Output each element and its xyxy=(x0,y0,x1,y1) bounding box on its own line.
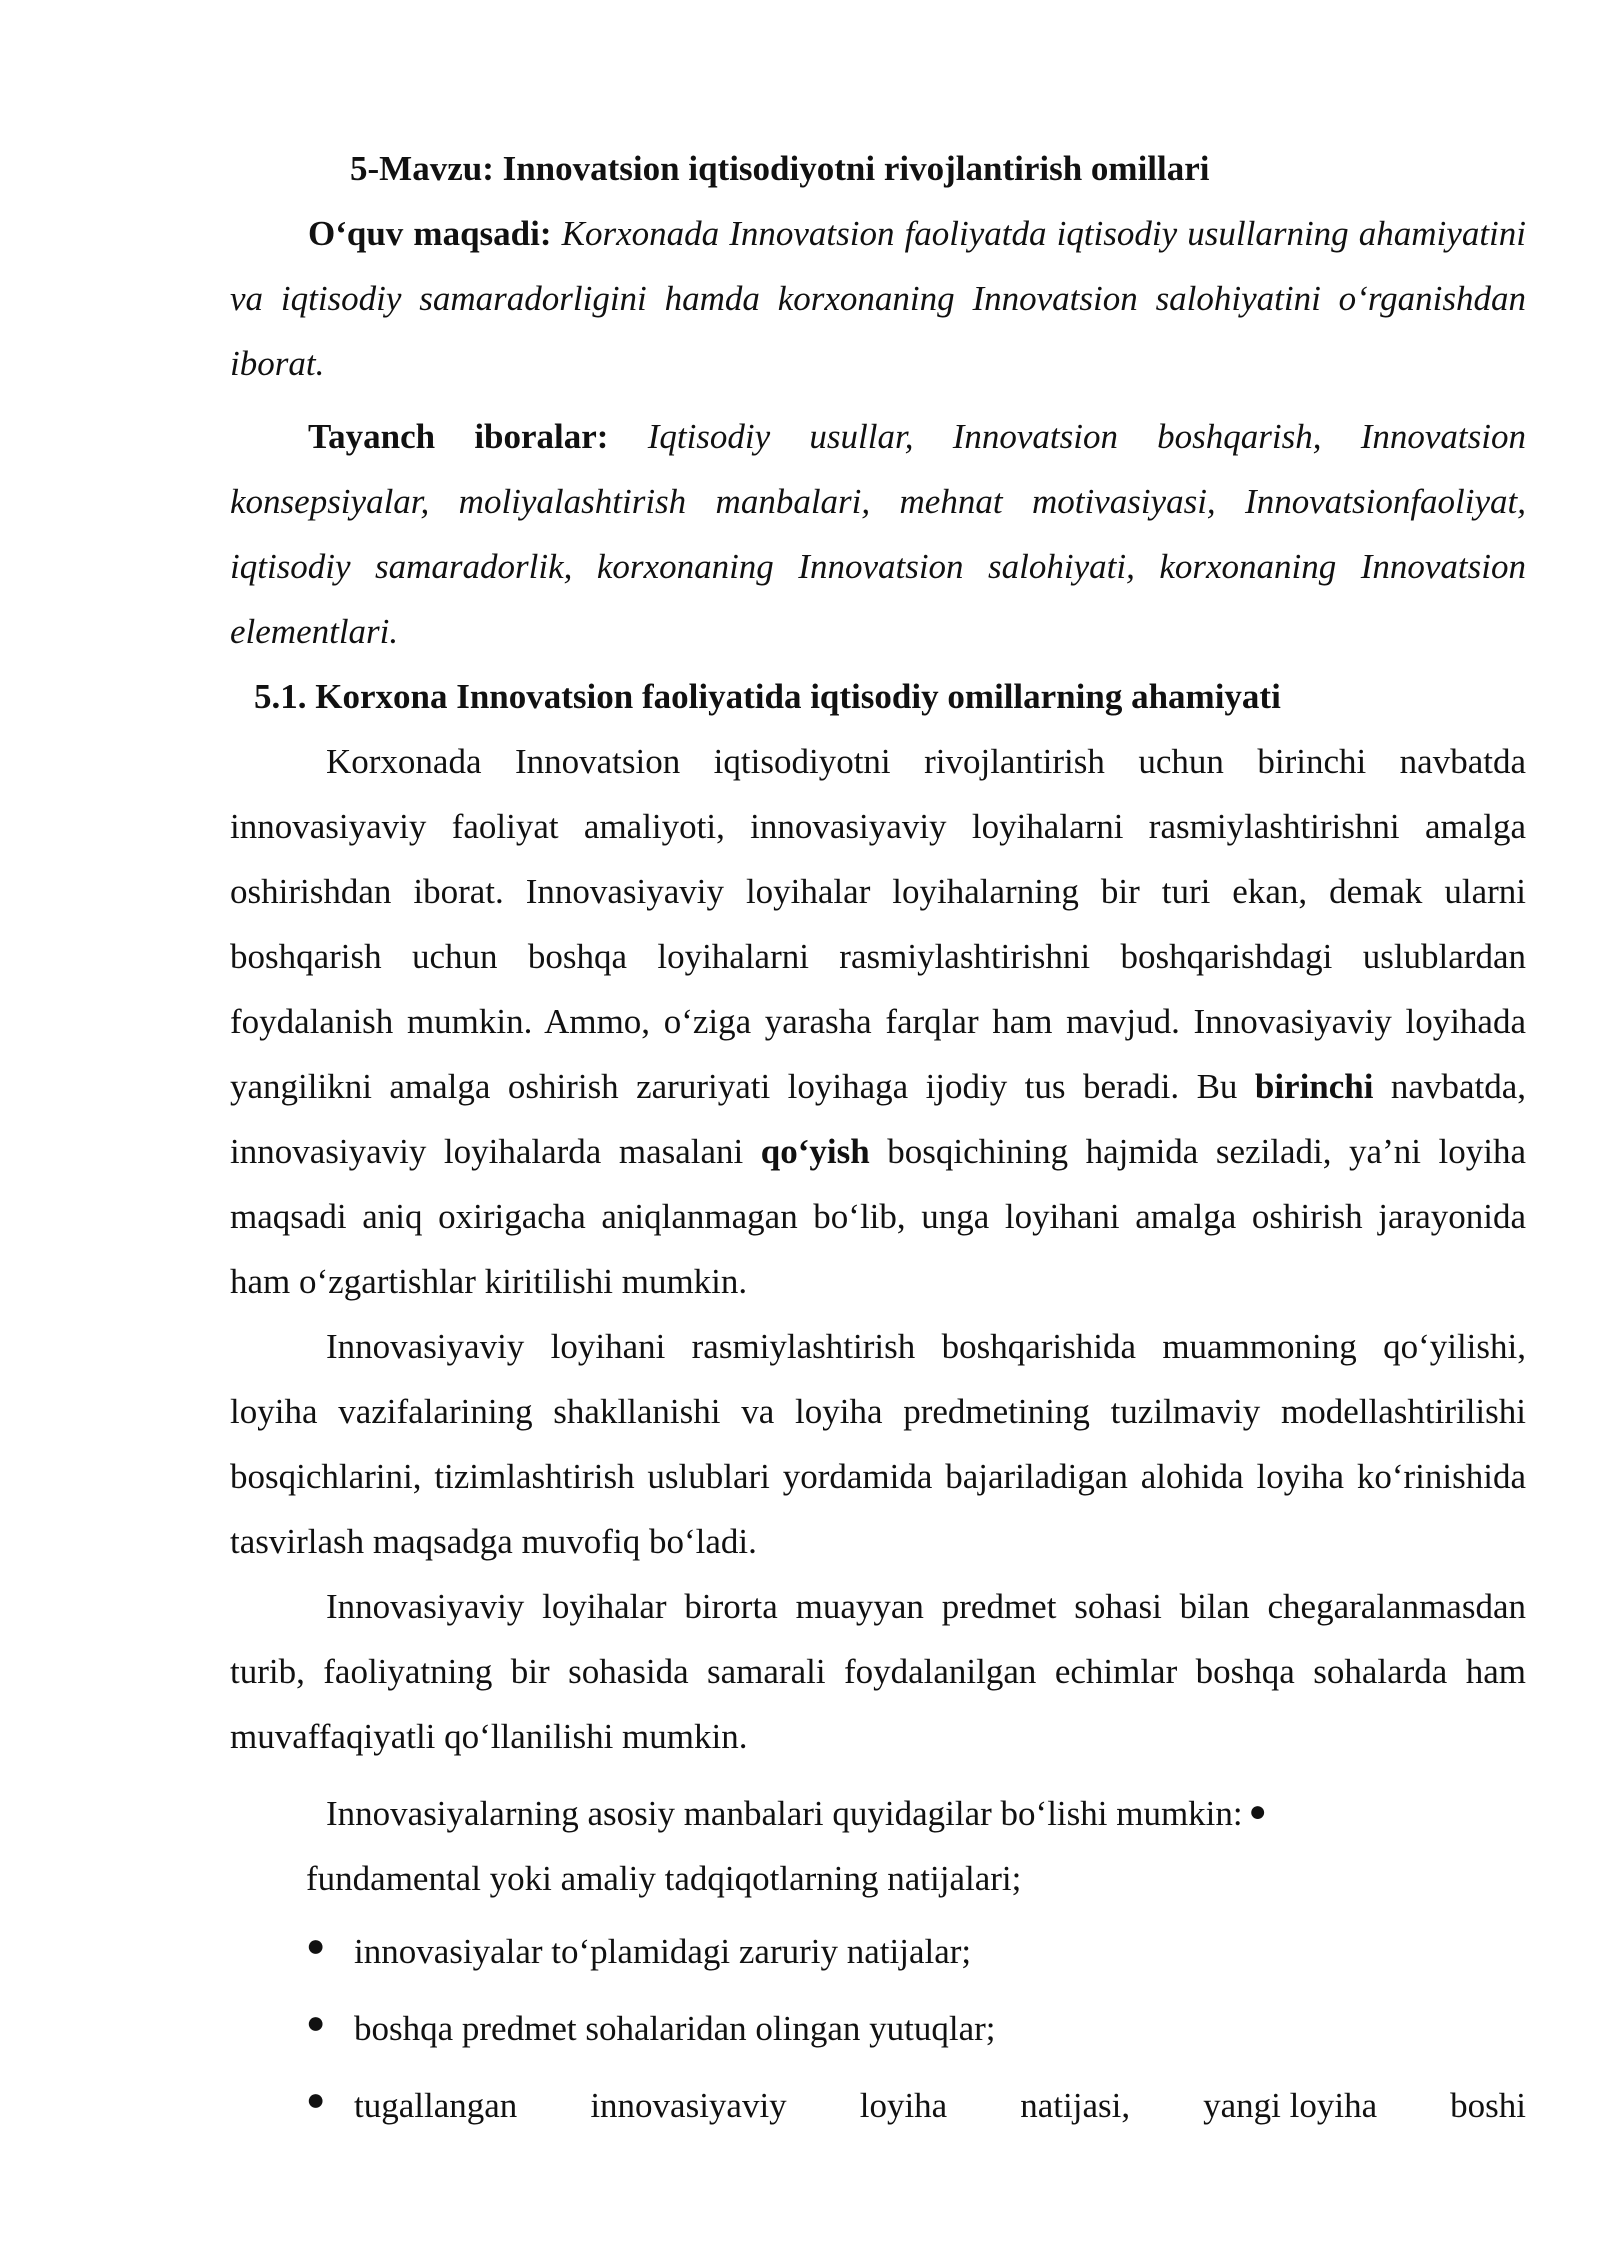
list-item xyxy=(306,2073,1526,2138)
bullet-icon: ● xyxy=(1248,1795,1267,1828)
sources-intro-text: Innovasiyalarning asosiy manbalari quyidagilar bo‘lishi mumkin: xyxy=(326,1794,1243,1833)
word: loyiha xyxy=(859,2086,948,2125)
word: innovasiyaviy xyxy=(590,2086,787,2125)
bullet-icon: ● xyxy=(306,2081,326,2117)
paragraph-1-part-c: navbatda, innovasiyaviy loyihalarda masalani xyxy=(230,1067,1527,1171)
list-item-text: boshqa predmet sohalaridan olingan yutuqlar; xyxy=(354,2009,996,2048)
paragraph-2: Innovasiyaviy loyihani rasmiylashtirish boshqarishida muammoning qo‘yilishi, loyiha vazifalarining shakllanishi va loyiha predmetining tuzilmaviy modellashtirilishi bosqichlarini, tizimlashtirish uslublari yordamida bajariladigan alohida loyiha ko‘rinishida tasvirlash maqsadga muvofiq bo‘ladi. xyxy=(230,1327,1526,1561)
keywords-label: Tayanch iboralar: xyxy=(308,417,609,456)
learning-goal xyxy=(230,201,1526,396)
bullet-icon: ● xyxy=(306,2004,326,2040)
learning-goal-text: Korxonada Innovatsion faoliyatda iqtisodiy usullarning ahamiyatini va iqtisodiy samaradorligini hamda korxonaning Innovatsion salohiyatini o‘rganishdan iborat. xyxy=(230,214,1526,383)
sources-list xyxy=(230,1919,1526,2138)
list-item xyxy=(306,1996,1526,2061)
bullet-icon: ● xyxy=(306,1927,326,1963)
paragraph-1-bold-1: birinchi xyxy=(1254,1067,1374,1106)
paragraph-3: Innovasiyaviy loyihalar birorta muayyan predmet sohasi bilan chegaralanmasdan turib, faoliyatning bir sohasida samarali foydalanilgan echimlar boshqa sohalarda ham muvaffaqiyatli qo‘llanilishi mumkin. xyxy=(230,1587,1526,1756)
word: boshi xyxy=(1450,2086,1526,2125)
document-page xyxy=(230,136,1526,2150)
list-item-text: innovasiyalar to‘plamidagi zaruriy natijalar; xyxy=(354,1932,972,1971)
word: natijasi, xyxy=(1020,2086,1131,2125)
keywords-text: Iqtisodiy usullar, Innovatsion boshqarish, Innovatsion konsepsiyalar, moliyalashtirish manbalari, mehnat motivasiyasi, Innovatsionfaoliyat, iqtisodiy samaradorlik, korxonaning Innovatsion salohiyati, korxonaning Innovatsion elementlari. xyxy=(230,417,1526,651)
paragraph-1-part-d: bosqichining hajmida seziladi, ya’ni loyiha maqsadi aniq oxirigacha aniqlanmagan bo‘lib, unga loyihani amalga oshirish jarayonida ham o‘zgartishlar kiritilishi mumkin. xyxy=(230,1132,1526,1301)
page-title: 5-Mavzu: Innovatsion iqtisodiyotni rivojlantirish omillari xyxy=(350,149,1210,188)
section-heading: 5.1. Korxona Innovatsion faoliyatida iqtisodiy omillarning ahamiyati xyxy=(254,677,1281,716)
word xyxy=(1203,2073,1377,2138)
sources-first-item: fundamental yoki amaliy tadqiqotlarning natijalari; xyxy=(306,1859,1022,1898)
list-item-text xyxy=(354,2073,1526,2138)
list-item xyxy=(306,1919,1526,1984)
paragraph-1-bold-2: qo‘yish xyxy=(760,1132,870,1171)
word: tugallangan xyxy=(354,2086,518,2125)
paragraph-1-part-a: Korxonada Innovatsion iqtisodiyotni rivojlantirish uchun birinchi navbatda innovasiyaviy faoliyat amaliyoti, innovasiyaviy loyihalarni rasmiylashtirishni amalga oshirishdan iborat. Innovasiyaviy loyihalar loyihalarning bir turi ekan, demak ularni boshqarish uchun boshqa loyihalarni rasmiylashtirishni boshqarishdagi uslublardan foydalanish mumkin. Ammo, o‘ziga yarasha farqlar ham mavjud. Innovasiyaviy loyihada yangilikni amalga oshirish zaruriyati loyihaga ijodiy tus beradi. Bu xyxy=(230,742,1526,1106)
paragraph-1 xyxy=(230,729,1526,1314)
word-part: loyiha xyxy=(1289,2086,1378,2125)
sources-intro xyxy=(230,1779,1526,1846)
learning-goal-label: O‘quv maqsadi: xyxy=(308,214,552,253)
keywords xyxy=(230,404,1526,664)
word-part: yangi xyxy=(1203,2086,1281,2125)
